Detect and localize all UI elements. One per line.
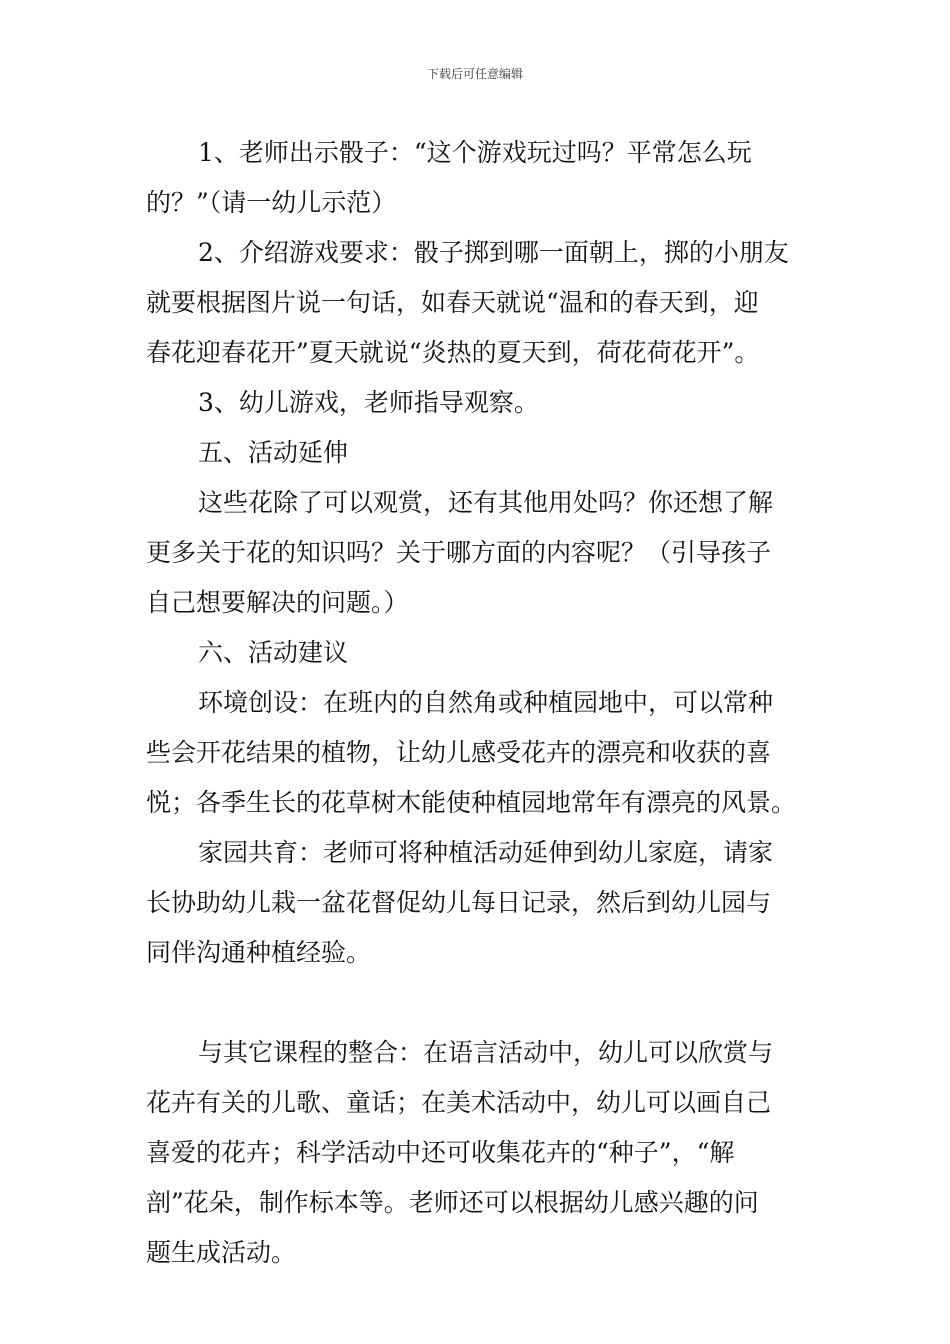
- paragraph-line: 更多关于花的知识吗？关于哪方面的内容呢？（引导孩子: [146, 538, 772, 567]
- paragraph-spacer: [146, 978, 810, 1028]
- paragraph-line: 2、介绍游戏要求：骰子掷到哪一面朝上，掷的小朋友: [198, 238, 789, 267]
- section-heading-extension: [146, 428, 810, 478]
- paragraph-line: 些会开花结果的植物，让幼儿感受花卉的漂亮和收获的喜: [146, 738, 772, 767]
- paragraph-line: 1、老师出示骰子：“这个游戏玩过吗？平常怎么玩: [198, 138, 752, 167]
- paragraph-line: 喜爱的花卉；科学活动中还可收集花卉的“种子”，“解: [146, 1138, 735, 1167]
- paragraph-line: 家园共育：老师可将种植活动延伸到幼儿家庭，请家: [198, 838, 774, 867]
- paragraph-line: 题生成活动。: [146, 1238, 297, 1267]
- paragraph-extension: [146, 478, 810, 628]
- paragraph-activity-step-1: [146, 128, 810, 228]
- document-body: [146, 128, 810, 1278]
- paragraph-line: 就要根据图片说一句话，如春天就说“温和的春天到，迎: [146, 288, 759, 317]
- paragraph-curriculum-integration: [146, 1028, 810, 1278]
- paragraph-line: 长协助幼儿栽一盆花督促幼儿每日记录，然后到幼儿园与: [146, 888, 772, 917]
- paragraph-line: 这些花除了可以观赏，还有其他用处吗？你还想了解: [198, 488, 774, 517]
- paragraph-line: 环境创设：在班内的自然角或种植园地中，可以常种: [198, 688, 774, 717]
- paragraph-line: 悦；各季生长的花草树木能使种植园地常年有漂亮的风景。: [146, 788, 797, 817]
- page-header: 下载后可任意编辑: [426, 67, 523, 81]
- section-heading: 五、活动延伸: [198, 438, 349, 467]
- paragraph-line: 3、幼儿游戏，老师指导观察。: [198, 388, 539, 417]
- paragraph-environment: [146, 678, 810, 828]
- paragraph-line: 花卉有关的儿歌、童话；在美术活动中，幼儿可以画自己: [146, 1088, 772, 1117]
- paragraph-home-school: [146, 828, 810, 978]
- paragraph-line: 同伴沟通种植经验。: [146, 938, 372, 967]
- section-heading-suggestions: [146, 628, 810, 678]
- paragraph-line: 春花迎春花开”夏天就说“炎热的夏天到，荷花荷花开”。: [146, 338, 760, 367]
- paragraph-activity-step-3: [146, 378, 810, 428]
- paragraph-line: 与其它课程的整合：在语言活动中，幼儿可以欣赏与: [198, 1038, 774, 1067]
- paragraph-line: 的？”（请一幼儿示范）: [146, 188, 397, 217]
- paragraph-activity-step-2: [146, 228, 810, 378]
- paragraph-line: 自己想要解决的问题。）: [146, 588, 409, 617]
- paragraph-line: 剖”花朵，制作标本等。老师还可以根据幼儿感兴趣的问: [146, 1188, 759, 1217]
- section-heading: 六、活动建议: [198, 638, 349, 667]
